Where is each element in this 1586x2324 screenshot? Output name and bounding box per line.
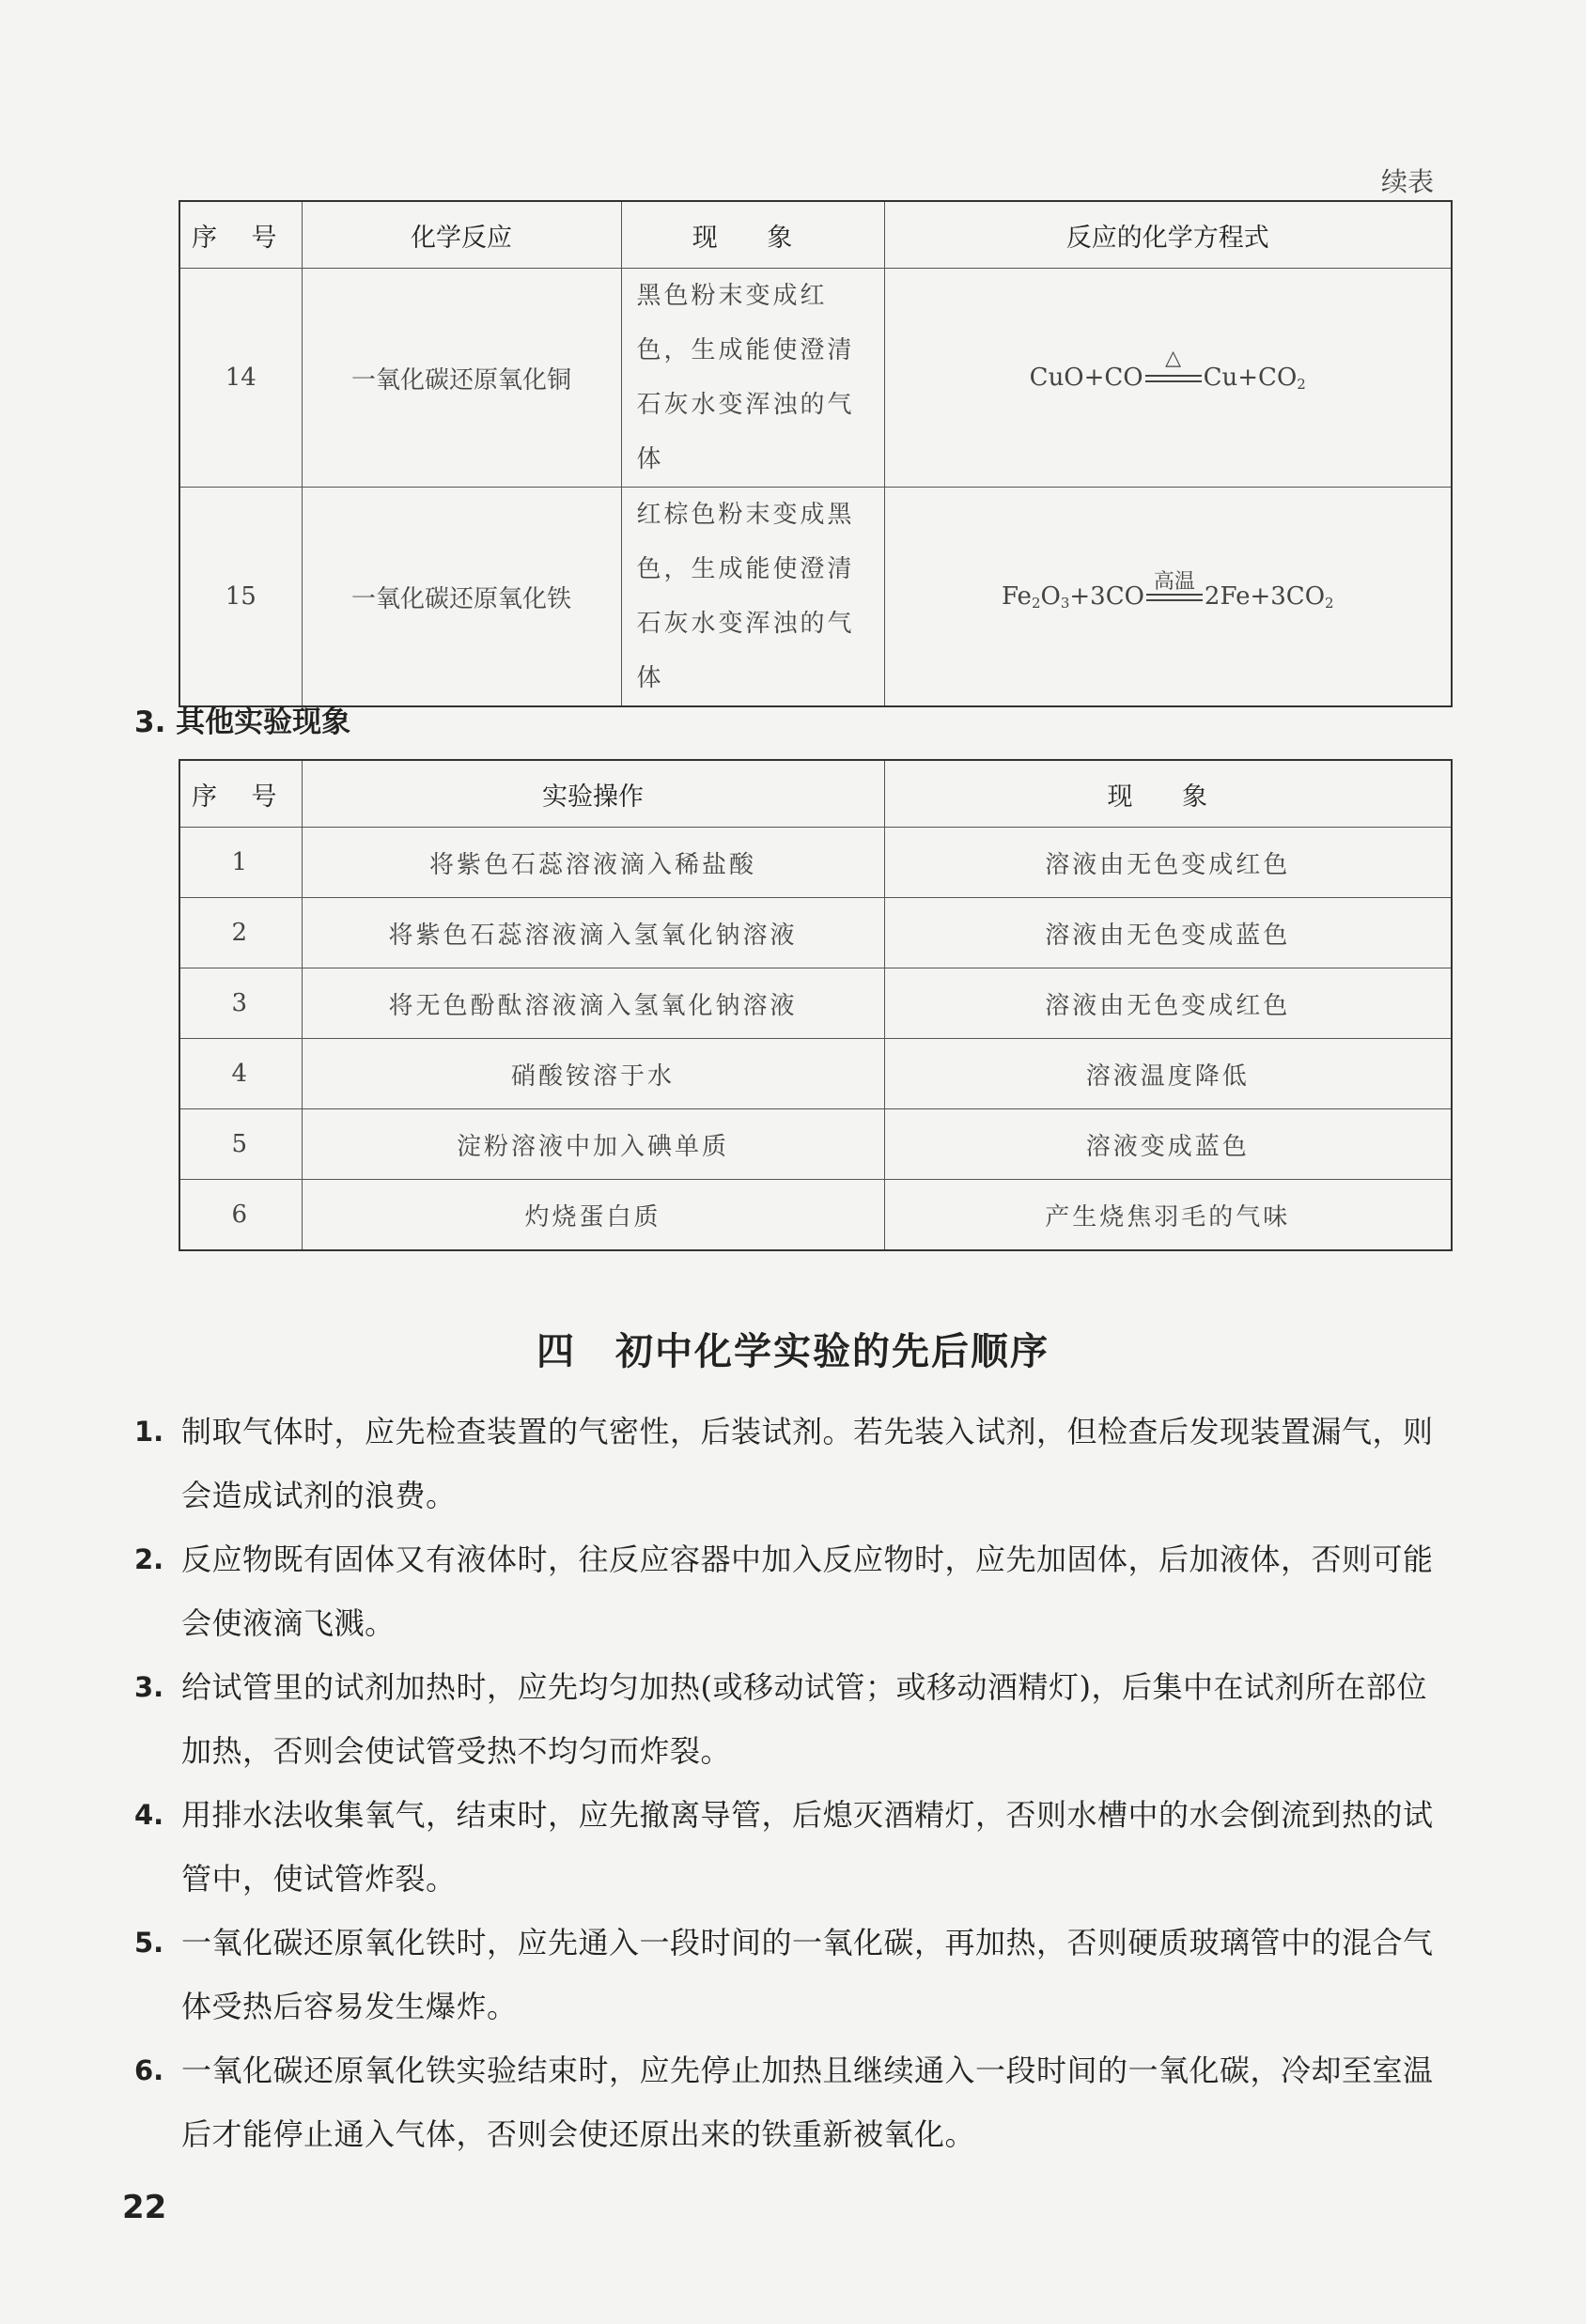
row-reaction: 一氧化碳还原氧化铁 — [302, 488, 621, 707]
row-seq: 5 — [179, 1109, 302, 1180]
paragraph-text: 给试管里的试剂加热时，应先均匀加热(或移动试管；或移动酒精灯)，后集中在试剂所在部位加热，否则会使试管受热不均匀而炸裂。 — [181, 1669, 1427, 1769]
eq-left: CuO+CO — [1029, 363, 1143, 392]
paragraph-number: 6. — [134, 2054, 164, 2086]
paragraph-number: 5. — [134, 1927, 164, 1959]
header-phenomenon: 现 象 — [621, 201, 884, 269]
header-operation: 实验操作 — [302, 760, 884, 828]
row-phenomenon: 红棕色粉末变成黑色，生成能使澄清石灰水变浑浊的气体 — [621, 488, 884, 707]
row-phenomenon: 溶液温度降低 — [884, 1039, 1452, 1109]
row-operation: 硝酸铵溶于水 — [302, 1039, 884, 1109]
chapter-title-text: 初中化学实验的先后顺序 — [615, 1330, 1050, 1373]
header-reaction: 化学反应 — [302, 201, 621, 269]
paragraph-text: 一氧化碳还原氧化铁实验结束时，应先停止加热且继续通入一段时间的一氧化碳，冷却至室温后才能停止通入气体，否则会使还原出来的铁重新被氧化。 — [181, 2053, 1434, 2152]
row-equation — [884, 269, 1452, 488]
phenomena-table — [179, 759, 1453, 1251]
eq-right: 2Fe+3CO — [1204, 581, 1326, 611]
row-seq: 4 — [179, 1039, 302, 1109]
eq-right: Cu+CO — [1203, 363, 1298, 392]
row-operation: 灼烧蛋白质 — [302, 1180, 884, 1251]
eq-subscript: 3 — [1060, 594, 1070, 612]
list-item — [134, 1911, 1450, 2038]
table-row — [179, 1039, 1452, 1109]
eq-sign — [1146, 569, 1203, 601]
chapter-title — [0, 1322, 1586, 1375]
header-seq: 序 号 — [179, 201, 302, 269]
paragraph-number: 2. — [134, 1543, 164, 1575]
table-row — [179, 828, 1452, 898]
row-seq: 6 — [179, 1180, 302, 1251]
paragraph-text: 用排水法收集氧气，结束时，应先撤离导管，后熄灭酒精灯，否则水槽中的水会倒流到热的试管中，使试管炸裂。 — [181, 1797, 1434, 1897]
eq-condition: 高温 — [1153, 569, 1195, 594]
eq-subscript: 2 — [1297, 375, 1306, 393]
paragraph-number: 3. — [134, 1671, 164, 1703]
row-phenomenon: 溶液变成蓝色 — [884, 1109, 1452, 1180]
paragraph-list — [134, 1400, 1450, 2166]
row-operation: 淀粉溶液中加入碘单质 — [302, 1109, 884, 1180]
table-row — [179, 898, 1452, 968]
row-phenomenon: 溶液由无色变成红色 — [884, 828, 1452, 898]
list-item — [134, 1655, 1450, 1783]
eq-subscript: 2 — [1031, 594, 1041, 612]
paragraph-text: 一氧化碳还原氧化铁时，应先通入一段时间的一氧化碳，再加热，否则硬质玻璃管中的混合气体受热后容易发生爆炸。 — [181, 1925, 1434, 2024]
section-heading — [134, 698, 350, 740]
table-row — [179, 1109, 1452, 1180]
page-number: 22 — [122, 2189, 167, 2226]
row-reaction: 一氧化碳还原氧化铜 — [302, 269, 621, 488]
phenomena-table-header — [179, 760, 1452, 828]
list-item — [134, 1527, 1450, 1655]
reaction-table — [179, 200, 1453, 707]
row-seq: 1 — [179, 828, 302, 898]
chemical-equation — [1001, 569, 1334, 612]
table-row — [179, 269, 1452, 488]
row-seq: 14 — [179, 269, 302, 488]
row-phenomenon: 产生烧焦羽毛的气味 — [884, 1180, 1452, 1251]
table-row — [179, 968, 1452, 1039]
paragraph-number: 4. — [134, 1799, 164, 1831]
row-seq: 3 — [179, 968, 302, 1039]
row-seq: 2 — [179, 898, 302, 968]
chapter-number: 四 — [536, 1330, 576, 1373]
eq-fe: Fe — [1001, 581, 1032, 611]
continued-label: 续表 — [1381, 166, 1435, 197]
chemical-equation — [1029, 346, 1306, 393]
eq-condition: △ — [1165, 346, 1182, 370]
eq-o: O — [1040, 581, 1061, 611]
row-operation: 将紫色石蕊溶液滴入稀盐酸 — [302, 828, 884, 898]
reaction-table-header — [179, 201, 1452, 269]
paragraph-text: 制取气体时，应先检查装置的气密性，后装试剂。若先装入试剂，但检查后发现装置漏气，则会造成试剂的浪费。 — [181, 1414, 1434, 1513]
row-phenomenon: 溶液由无色变成红色 — [884, 968, 1452, 1039]
row-equation — [884, 488, 1452, 707]
table-row — [179, 1180, 1452, 1251]
list-item — [134, 2038, 1450, 2166]
list-item — [134, 1400, 1450, 1527]
header-phenomenon: 现 象 — [884, 760, 1452, 828]
header-seq: 序 号 — [179, 760, 302, 828]
list-item — [134, 1783, 1450, 1911]
row-seq: 15 — [179, 488, 302, 707]
paragraph-number: 1. — [134, 1416, 164, 1448]
section-title: 其他实验现象 — [176, 705, 351, 739]
row-operation: 将无色酚酞溶液滴入氢氧化钠溶液 — [302, 968, 884, 1039]
eq-sign — [1145, 346, 1202, 382]
row-phenomenon: 溶液由无色变成蓝色 — [884, 898, 1452, 968]
paragraph-text: 反应物既有固体又有液体时，往反应容器中加入反应物时，应先加固体，后加液体，否则可能会使液滴飞溅。 — [181, 1542, 1434, 1641]
table-row — [179, 488, 1452, 707]
section-number: 3. — [134, 705, 166, 739]
row-phenomenon: 黑色粉末变成红色，生成能使澄清石灰水变浑浊的气体 — [621, 269, 884, 488]
eq-subscript: 2 — [1325, 594, 1334, 612]
eq-left: +3CO — [1069, 581, 1144, 611]
row-operation: 将紫色石蕊溶液滴入氢氧化钠溶液 — [302, 898, 884, 968]
header-equation: 反应的化学方程式 — [884, 201, 1452, 269]
